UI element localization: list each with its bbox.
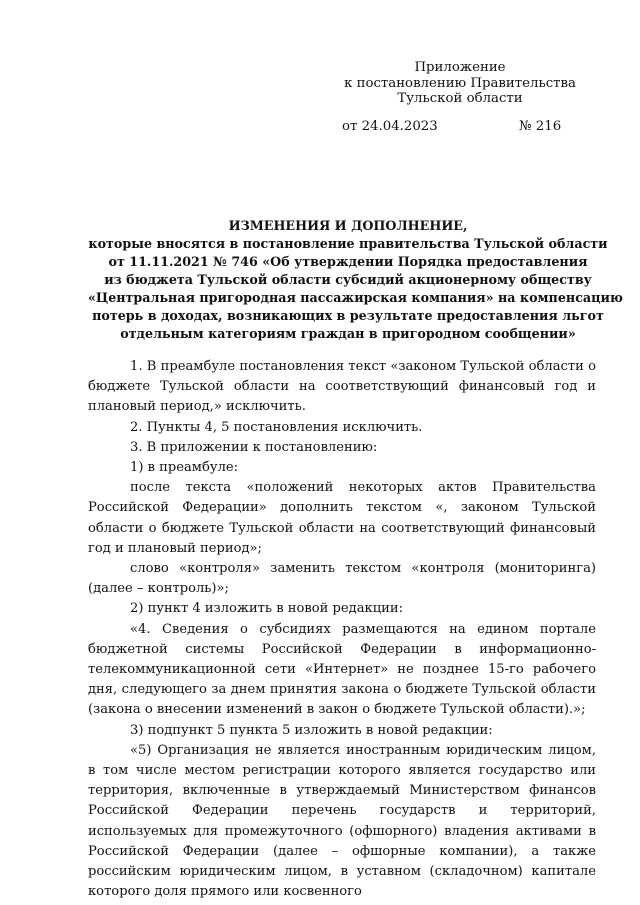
appendix-line: Тульской области — [397, 91, 523, 106]
paragraph: слово «контроля» заменить текстом «контроля (мониторинга) (далее – контроль)»; — [88, 561, 596, 597]
title-line: потерь в доходах, возникающих в результате предоставления льгот — [92, 308, 604, 323]
paragraph: 1) в преамбуле: — [130, 460, 239, 476]
paragraph: 3. В приложении к постановлению: — [130, 439, 378, 455]
appendix-header — [330, 60, 590, 107]
paragraph: после текста «положений некоторых актов Правительства Российской Федерации» дополнить текстом «, законом Тульской области о бюджете Тульской области на соответствующий финансовый год и плановый период»; — [88, 480, 596, 556]
title-line: ИЗМЕНЕНИЯ И ДОПОЛНЕНИЕ, — [228, 218, 468, 233]
title-line: которые вносятся в постановление правительства Тульской области — [88, 236, 608, 251]
document-body — [88, 357, 596, 902]
document-title — [88, 217, 623, 343]
appendix-line: Приложение — [414, 60, 506, 75]
paragraph: «4. Сведения о субсидиях размещаются на едином портале бюджетной системы Российской Федерации в информационно-телекоммуникационной сети «Интернет» не позднее 15-го рабочего дня, следующего за днем принятия закона о бюджете Тульской области (закона о внесении изменений в закон о бюджете Тульской области).»; — [88, 621, 596, 718]
paragraph: «5) Организация не является иностранным юридическим лицом, в том числе местом регистрации которого является государство или территория, включенные в утверждаемый Министерством финансов Российской Федерации перечень государств и территорий, используемых для промежуточного (офшорного) владения активами в Российской Федерации (далее – офшорные компании), а также российским юридическим лицом, в уставном (складочном) капитале которого доля прямого или косвенного — [88, 742, 596, 900]
paragraph: 2) пункт 4 изложить в новой редакции: — [130, 601, 403, 617]
paragraph: 1. В преамбуле постановления текст «законом Тульской области о бюджете Тульской области на соответствующий финансовый год и плановый период,» исключить. — [88, 359, 596, 415]
paragraph: 2. Пункты 4, 5 постановления исключить. — [130, 419, 423, 435]
title-line: отдельным категориям граждан в пригородном сообщении» — [120, 326, 576, 341]
title-line: «Центральная пригородная пассажирская компания» на компенсацию — [88, 290, 623, 305]
title-line: от 11.11.2021 № 746 «Об утверждении Порядка предоставления — [108, 254, 588, 269]
resolution-number: № 216 — [519, 119, 562, 134]
title-line: из бюджета Тульской области субсидий акционерному обществу — [104, 272, 592, 287]
paragraph: 3) подпункт 5 пункта 5 изложить в новой редакции: — [130, 722, 493, 738]
appendix-line: к постановлению Правительства — [344, 75, 576, 91]
resolution-date: от 24.04.2023 — [342, 119, 438, 134]
